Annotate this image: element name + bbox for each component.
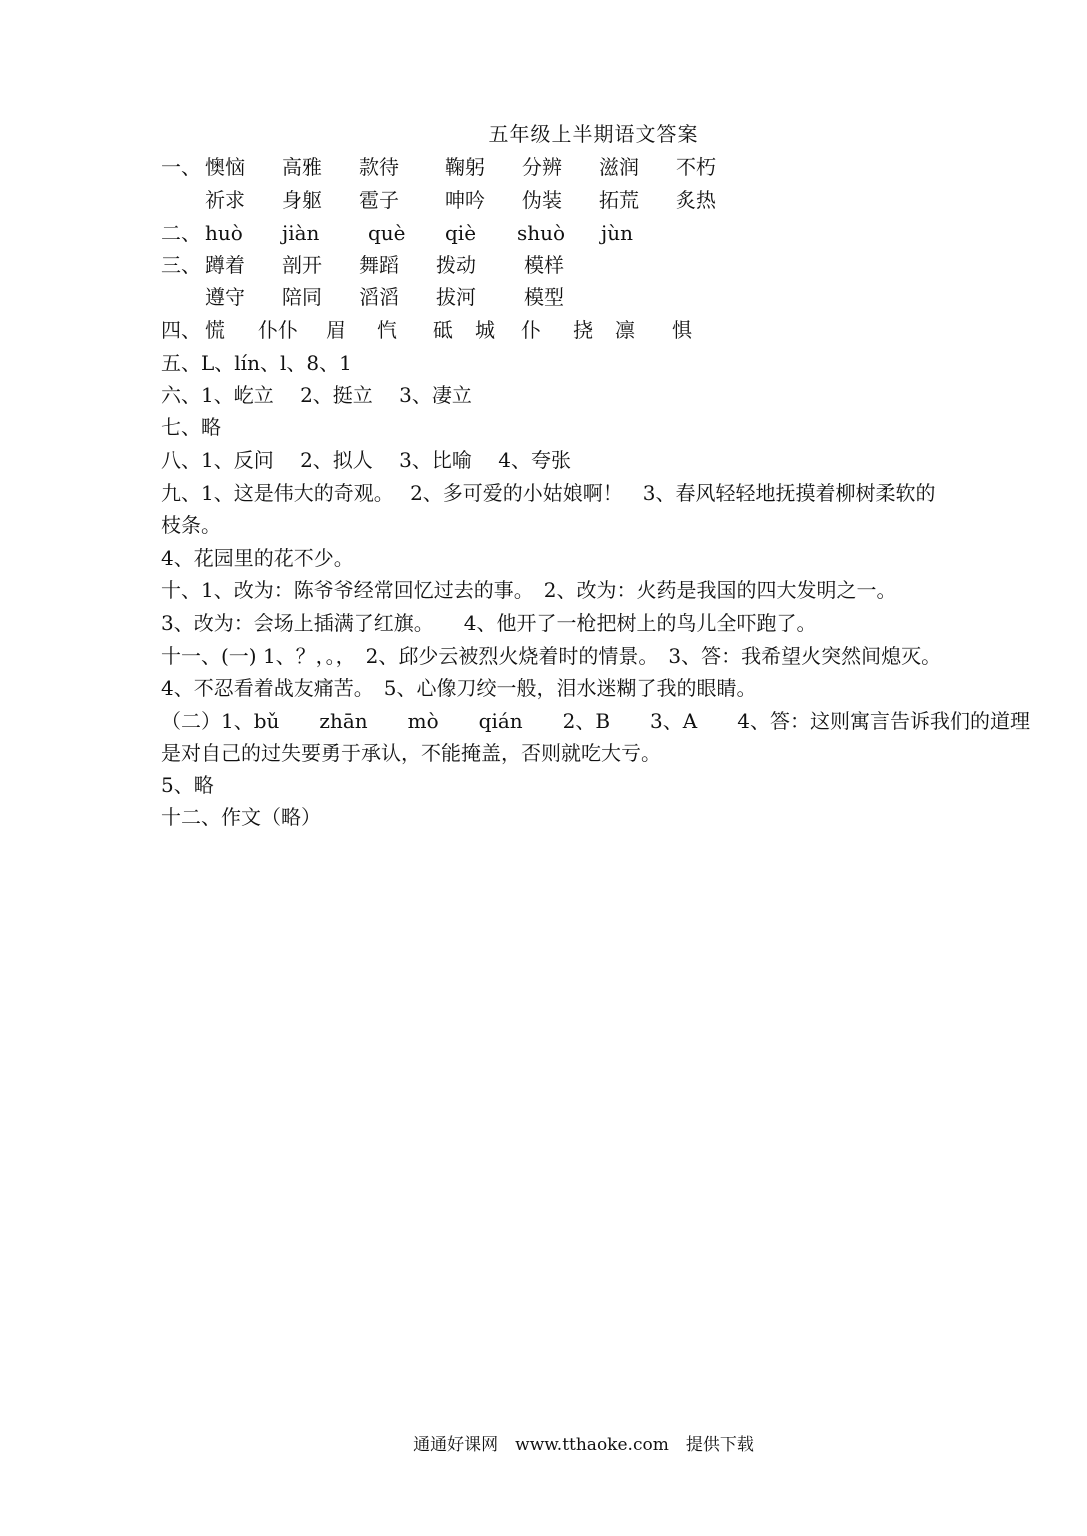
pinyin: jiàn [282, 221, 320, 245]
word: 款待 [359, 155, 399, 179]
q3-row1 [161, 249, 564, 281]
q10-line1: 十、1、改为：陈爷爷经常回忆过去的事。 2、改为：火药是我国的四大发明之一。 [161, 578, 897, 602]
q9-line1: 九、1、这是伟大的奇观。 2、多可爱的小姑娘啊！ 3、春风轻轻地抚摸着柳树柔软的 [161, 481, 936, 505]
q12-line: 十二、作文（略） [161, 805, 321, 829]
q2-label: 二、 [161, 221, 201, 245]
char: 眉 [326, 318, 346, 342]
word: 懊恼 [205, 155, 245, 179]
word: 陪同 [282, 285, 322, 309]
word: 伪装 [522, 188, 562, 212]
pinyin: shuò [517, 221, 566, 245]
q11-line2: 4、不忍看着战友痛苦。 5、心像刀绞一般，泪水迷糊了我的眼睛。 [161, 676, 757, 700]
char: 仆 [521, 318, 541, 342]
char: 忾 [377, 318, 397, 342]
char: 惧 [672, 318, 692, 342]
word: 炙热 [676, 188, 716, 212]
page-title: 五年级上半期语文答案 [488, 122, 699, 146]
q2-row [161, 217, 633, 249]
q9-line2: 枝条。 [161, 513, 221, 537]
q6-line: 六、1、屹立 2、挺立 3、凄立 [161, 383, 472, 407]
word: 滋润 [599, 155, 639, 179]
q7-line: 七、略 [161, 415, 221, 439]
word: 遵守 [205, 285, 245, 309]
word: 拔河 [436, 285, 476, 309]
char: 仆仆 [258, 318, 298, 342]
word: 雹子 [359, 188, 399, 212]
q11-line5: 5、略 [161, 773, 214, 797]
word: 模样 [524, 253, 564, 277]
word: 拓荒 [599, 188, 639, 212]
word: 高雅 [282, 155, 322, 179]
q3-label: 三、 [161, 253, 201, 277]
char: 凛 [615, 318, 635, 342]
footer-source: 通通好课网 www.tthaoke.com 提供下载 [413, 1435, 754, 1455]
word: 祈求 [205, 188, 245, 212]
char: 慌 [205, 318, 225, 342]
q11-line3: （二）1、bǔ zhān mò qián 2、B 3、A 4、答：这则寓言告诉我们的道理 [161, 709, 1030, 733]
q4-row [161, 314, 692, 346]
word: 蹲着 [205, 253, 245, 277]
pinyin: huò [205, 221, 243, 245]
q11-line4: 是对自己的过失要勇于承认，不能掩盖，否则就吃大亏。 [161, 741, 661, 765]
q4-label: 四、 [161, 318, 201, 342]
word: 呻吟 [445, 188, 485, 212]
word: 模型 [524, 285, 564, 309]
pinyin: jùn [601, 221, 633, 245]
q9-line3: 4、花园里的花不少。 [161, 546, 354, 570]
q10-line2: 3、改为：会场上插满了红旗。 4、他开了一枪把树上的鸟儿全吓跑了。 [161, 611, 817, 635]
word: 舞蹈 [359, 253, 399, 277]
word: 拨动 [436, 253, 476, 277]
q3-row2 [205, 281, 564, 313]
word: 身躯 [282, 188, 322, 212]
word: 不朽 [676, 155, 716, 179]
word: 分辨 [522, 155, 562, 179]
pinyin: què [368, 221, 406, 245]
word: 滔滔 [359, 285, 399, 309]
q11-line1: 十一、(一) 1、？，。， 2、邱少云被烈火烧着时的情景。 3、答：我希望火突然间熄灭。 [161, 644, 942, 668]
word: 剖开 [282, 253, 322, 277]
q5-line: 五、L、lín、l、8、1 [161, 351, 352, 375]
pinyin: qiè [445, 221, 477, 245]
char: 城 [475, 318, 495, 342]
q1-row2 [205, 184, 716, 216]
q8-line: 八、1、反问 2、拟人 3、比喻 4、夸张 [161, 448, 571, 472]
q1-row1 [161, 151, 716, 183]
char: 挠 [573, 318, 593, 342]
char: 砥 [433, 318, 453, 342]
q1-label: 一、 [161, 155, 201, 179]
word: 鞠躬 [445, 155, 485, 179]
